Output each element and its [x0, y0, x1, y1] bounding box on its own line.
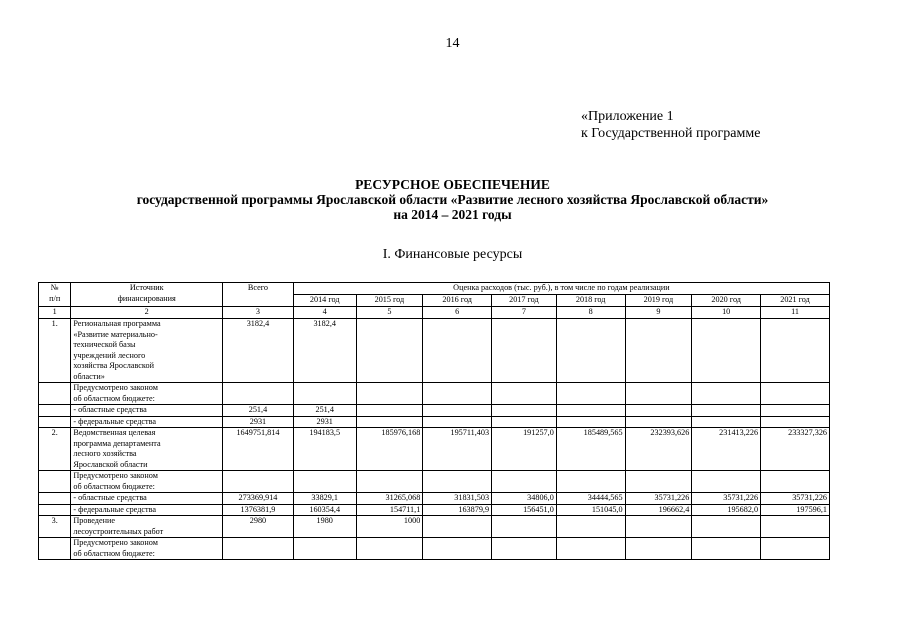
row-year-value: 34806,0 — [492, 493, 557, 505]
row-year-value: 251,4 — [293, 405, 356, 417]
row-number: 1. — [39, 319, 71, 383]
header-num — [39, 283, 71, 307]
row-source — [71, 471, 223, 493]
row-year-value: 31831,503 — [423, 493, 492, 505]
column-number: 2 — [71, 307, 223, 319]
row-source — [71, 428, 223, 471]
row-source — [71, 416, 223, 428]
row-year-value: 191257,0 — [492, 428, 557, 471]
row-year-value — [692, 383, 761, 405]
row-number — [39, 416, 71, 428]
header-year: 2021 год — [761, 295, 830, 307]
source-line: технической базы — [73, 340, 136, 349]
table-row — [39, 471, 830, 493]
row-year-value — [356, 471, 423, 493]
source-line: «Развитие материально- — [73, 329, 158, 339]
title-line-2: государственной программы Ярославской области «Развитие лесного хозяйства Ярославской области» — [136, 192, 769, 207]
row-year-value: 232393,626 — [625, 428, 692, 471]
row-year-value — [761, 319, 830, 383]
document-title — [0, 177, 905, 222]
row-year-value — [423, 538, 492, 560]
row-year-value — [556, 319, 625, 383]
source-line: Предусмотрено законом — [73, 471, 158, 480]
column-number: 3 — [223, 307, 294, 319]
source-line: Предусмотрено законом — [73, 538, 158, 547]
row-source — [71, 538, 223, 560]
header-year: 2016 год — [423, 295, 492, 307]
row-year-value — [625, 471, 692, 493]
row-total — [223, 383, 294, 405]
row-year-value — [356, 538, 423, 560]
column-number: 9 — [625, 307, 692, 319]
row-year-value — [761, 471, 830, 493]
row-total: 251,4 — [223, 405, 294, 417]
column-number: 7 — [492, 307, 557, 319]
row-year-value — [625, 319, 692, 383]
row-year-value — [761, 538, 830, 560]
row-year-value: 35731,226 — [692, 493, 761, 505]
row-year-value: 35731,226 — [625, 493, 692, 505]
row-year-value — [761, 405, 830, 417]
table-row — [39, 516, 830, 538]
row-year-value: 231413,226 — [692, 428, 761, 471]
header-total: Всего — [223, 283, 294, 307]
row-year-value — [423, 516, 492, 538]
row-total: 273369,914 — [223, 493, 294, 505]
table-row — [39, 428, 830, 471]
row-year-value — [423, 405, 492, 417]
row-year-value — [492, 319, 557, 383]
source-line: - областные средства — [73, 405, 147, 414]
row-year-value — [761, 383, 830, 405]
row-total: 2980 — [223, 516, 294, 538]
row-source — [71, 319, 223, 383]
row-year-value — [293, 538, 356, 560]
row-year-value: 31265,068 — [356, 493, 423, 505]
title-line-1: РЕСУРСНОЕ ОБЕСПЕЧЕНИЕ — [355, 177, 550, 192]
source-line: лесного хозяйства — [73, 449, 137, 458]
row-year-value — [556, 383, 625, 405]
source-line: Региональная программа — [73, 319, 161, 328]
header-year: 2017 год — [492, 295, 557, 307]
row-year-value — [692, 405, 761, 417]
row-source — [71, 383, 223, 405]
header-year: 2014 год — [293, 295, 356, 307]
table-row — [39, 504, 830, 516]
table-row — [39, 405, 830, 417]
row-year-value — [356, 416, 423, 428]
row-year-value — [492, 516, 557, 538]
row-year-value — [692, 416, 761, 428]
row-year-value — [356, 319, 423, 383]
source-line: - областные средства — [73, 493, 147, 502]
resources-table — [38, 282, 830, 560]
row-number — [39, 504, 71, 516]
row-year-value — [423, 383, 492, 405]
row-year-value: 151045,0 — [556, 504, 625, 516]
row-number — [39, 383, 71, 405]
row-year-value — [356, 383, 423, 405]
source-line: - федеральные средства — [73, 416, 156, 426]
table-row — [39, 319, 830, 383]
table-row — [39, 493, 830, 505]
header-num-line-2: п/п — [49, 293, 61, 303]
row-total: 1376381,9 — [223, 504, 294, 516]
row-year-value — [492, 538, 557, 560]
title-line-3: на 2014 – 2021 годы — [393, 207, 512, 222]
row-number — [39, 405, 71, 417]
header-expense-group: Оценка расходов (тыс. руб.), в том числе по годам реализации — [293, 283, 829, 295]
section-title: I. Финансовые ресурсы — [382, 247, 523, 262]
row-year-value — [556, 471, 625, 493]
source-line: области» — [73, 371, 105, 381]
row-year-value — [625, 538, 692, 560]
row-year-value — [293, 471, 356, 493]
column-number: 4 — [293, 307, 356, 319]
row-year-value — [556, 405, 625, 417]
row-source — [71, 516, 223, 538]
row-year-value — [625, 405, 692, 417]
row-year-value — [692, 319, 761, 383]
row-number: 3. — [39, 516, 71, 538]
row-year-value — [423, 416, 492, 428]
row-total: 3182,4 — [223, 319, 294, 383]
row-year-value: 154711,1 — [356, 504, 423, 516]
row-year-value — [692, 471, 761, 493]
source-line: хозяйства Ярославской — [73, 361, 154, 370]
row-number: 2. — [39, 428, 71, 471]
header-year: 2020 год — [692, 295, 761, 307]
row-year-value: 3182,4 — [293, 319, 356, 383]
row-year-value — [625, 516, 692, 538]
appendix-line-1: «Приложение 1 — [581, 109, 674, 124]
source-line: об областном бюджете: — [73, 393, 155, 403]
source-line: об областном бюджете: — [73, 548, 155, 558]
header-year: 2015 год — [356, 295, 423, 307]
row-year-value — [293, 383, 356, 405]
row-year-value: 185489,565 — [556, 428, 625, 471]
row-number — [39, 538, 71, 560]
row-total: 1649751,814 — [223, 428, 294, 471]
header-year: 2019 год — [625, 295, 692, 307]
row-year-value: 185976,168 — [356, 428, 423, 471]
appendix-line-2: к Государственной программе — [581, 126, 761, 141]
row-year-value: 195682,0 — [692, 504, 761, 516]
column-number: 1 — [39, 307, 71, 319]
source-line: лесоустроительных работ — [73, 526, 164, 536]
row-year-value: 233327,326 — [761, 428, 830, 471]
row-source — [71, 493, 223, 505]
row-year-value: 156451,0 — [492, 504, 557, 516]
column-number: 10 — [692, 307, 761, 319]
row-year-value — [556, 538, 625, 560]
row-year-value: 194183,5 — [293, 428, 356, 471]
page-number: 14 — [445, 36, 460, 51]
row-year-value: 35731,226 — [761, 493, 830, 505]
column-number: 6 — [423, 307, 492, 319]
row-total — [223, 538, 294, 560]
source-line: Предусмотрено законом — [73, 383, 158, 392]
row-number — [39, 471, 71, 493]
row-source — [71, 405, 223, 417]
row-year-value — [625, 383, 692, 405]
header-source-line-1: Источник — [129, 283, 164, 292]
row-year-value: 33829,1 — [293, 493, 356, 505]
row-year-value — [556, 416, 625, 428]
row-year-value — [625, 416, 692, 428]
row-year-value — [492, 405, 557, 417]
source-line: об областном бюджете: — [73, 481, 155, 491]
row-year-value: 160354,4 — [293, 504, 356, 516]
row-year-value: 195711,403 — [423, 428, 492, 471]
source-line: Ярославской области — [73, 459, 148, 469]
source-line: программа департамента — [73, 438, 161, 448]
source-line: Проведение — [73, 516, 116, 525]
table-row — [39, 538, 830, 560]
row-year-value — [423, 319, 492, 383]
source-line: Ведомственная целевая — [73, 428, 156, 437]
source-line: учреждений лесного — [73, 350, 146, 360]
column-number: 11 — [761, 307, 830, 319]
row-year-value: 34444,565 — [556, 493, 625, 505]
header-year: 2018 год — [556, 295, 625, 307]
row-year-value: 197596,1 — [761, 504, 830, 516]
row-year-value — [556, 516, 625, 538]
row-year-value — [692, 516, 761, 538]
row-year-value — [423, 471, 492, 493]
row-total: 2931 — [223, 416, 294, 428]
header-source-line-2: финансирования — [117, 293, 176, 303]
header-num-line-1: № — [50, 283, 59, 292]
row-year-value — [492, 416, 557, 428]
row-year-value — [761, 416, 830, 428]
header-source — [71, 283, 223, 307]
row-year-value — [356, 405, 423, 417]
source-line: - федеральные средства — [73, 504, 156, 514]
row-total — [223, 471, 294, 493]
row-year-value — [692, 538, 761, 560]
table-row — [39, 416, 830, 428]
row-year-value: 2931 — [293, 416, 356, 428]
row-year-value — [492, 471, 557, 493]
row-year-value: 196662,4 — [625, 504, 692, 516]
row-source — [71, 504, 223, 516]
row-year-value: 163879,9 — [423, 504, 492, 516]
column-number: 5 — [356, 307, 423, 319]
row-year-value — [492, 383, 557, 405]
row-year-value: 1980 — [293, 516, 356, 538]
table-row — [39, 383, 830, 405]
row-number — [39, 493, 71, 505]
row-year-value: 1000 — [356, 516, 423, 538]
column-number: 8 — [556, 307, 625, 319]
appendix-note — [581, 108, 760, 142]
row-year-value — [761, 516, 830, 538]
